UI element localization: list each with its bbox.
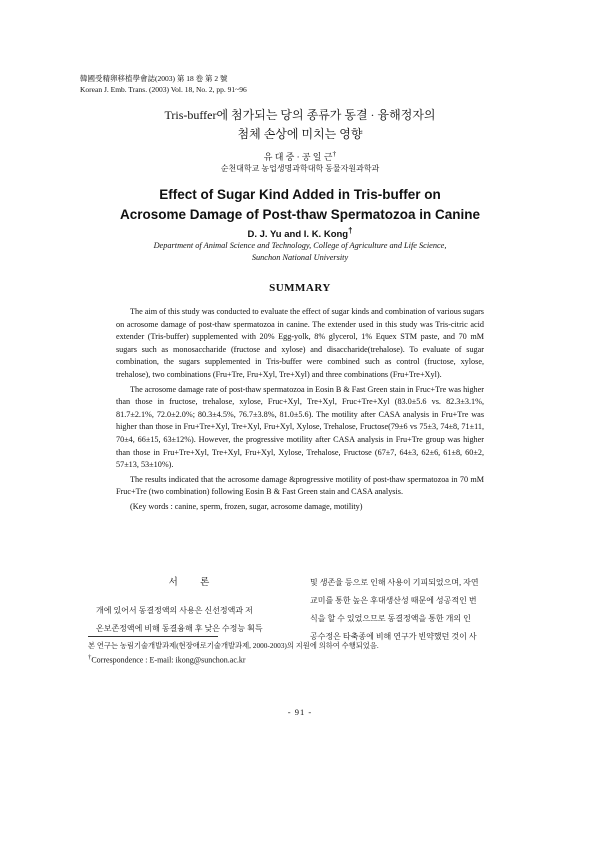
english-title xyxy=(0,185,600,225)
journal-header xyxy=(80,73,247,95)
summary-heading: SUMMARY xyxy=(269,282,331,294)
page-number: - 91 - xyxy=(287,707,313,717)
intro-left-column xyxy=(88,574,300,638)
correspondence-text: Correspondence : E-mail: ikong@sunchon.ac.kr xyxy=(91,655,246,665)
intro-right-line4: 공수정은 타축종에 비해 연구가 빈약했던 것이 사 xyxy=(310,632,477,641)
footnote-correspondence xyxy=(88,652,246,666)
summary-body xyxy=(116,306,484,516)
summary-paragraph-1: The aim of this study was conducted to evaluate the effect of sugar kinds and combination of various sugars on acrosome damage of post-thaw spermatozoa in canine. The extender used in this study was Tris-citric acid extender (Tris-buffer) supplemented with 20% Egg-yolk, 8% glycerol, 1% Equex STM paste, and 70 mM sugars such as monosaccharide (fructose and xylose) and disaccharide(trehalose). To evaluate of sugar combination, the sugars supplemented in Tris-buffer were combined such as control (fructose, xylose, trehalose), two combinations (Fru+Tre, Fru+Xyl, Tre+Xyl) and three combinations (Fru+Tre+Xyl). xyxy=(116,307,484,379)
korean-title-line2: 첨체 손상에 미치는 영향 xyxy=(237,127,363,141)
keywords: (Key words : canine, sperm, frozen, sugar, acrosome damage, motility) xyxy=(130,501,363,511)
journal-line-korean: 韓國受精卵移植學會誌(2003) 第 18 卷 第 2 號 xyxy=(80,74,228,83)
footnote-divider xyxy=(88,636,218,637)
english-affiliation-line2: Sunchon National University xyxy=(251,253,349,262)
english-author-names: D. J. Yu and I. K. Kong xyxy=(247,229,349,241)
footnote-funding: 본 연구는 농림기술개발과제(현장애로기술개발과제, 2000-2003)의 지원에 의하여 수행되었음. xyxy=(88,641,379,650)
intro-left-line2: 온보존정액에 비해 동결융해 후 낮은 수정능 획득 xyxy=(96,624,263,633)
intro-right-line1: 및 생존율 등으로 인해 사용이 기피되었으며, 자연 xyxy=(310,578,479,587)
intro-left-line1: 개에 있어서 동결정액의 사용은 신선정액과 저 xyxy=(96,606,253,615)
correspondence-mark: † xyxy=(88,654,92,661)
journal-line-english: Korean J. Emb. Trans. (2003) Vol. 18, No. 2, pp. 91~96 xyxy=(80,85,247,94)
intro-right-column xyxy=(310,574,522,646)
intro-right-line2: 교미를 통한 높은 후대생산성 때문에 성공적인 번 xyxy=(310,596,477,605)
english-author-mark: † xyxy=(348,226,353,235)
intro-right-line3: 식을 할 수 있었으므로 동결정액을 통한 개의 인 xyxy=(310,614,471,623)
korean-authors xyxy=(0,149,600,163)
english-title-line2: Acrosome Damage of Post-thaw Spermatozoa in Canine xyxy=(119,207,481,222)
english-affiliation-line1: Department of Animal Science and Technology, College of Agriculture and Life Science, xyxy=(153,241,447,250)
korean-title-line1: Tris-buffer에 첨가되는 당의 종류가 동결 · 융해정자의 xyxy=(164,108,436,122)
korean-author-names: 유 대 중 · 공 일 근 xyxy=(263,152,333,162)
english-authors xyxy=(0,226,600,240)
summary-paragraph-3: The results indicated that the acrosome damage &progressive motility of post-thaw spermatozoa in 70 mM Fruc+Tre (two combination) following Eosin B & Fast Green stain and CASA analysis. xyxy=(116,474,484,497)
summary-paragraph-2: The acrosome damage rate of post-thaw spermatozoa in Eosin B & Fast Green stain in Fruc+Tre was higher than those in fructose, trehalose, xylose, Fruc+Xyl, Tre+Xyl, Fruc+Tre+Xyl (83.0±5.6 vs. 82.3±3.1%, 81.7±2.1%, 72.0±2.0%; 80.3±4.5%, 76.7±3.8%, 81.0±5.6). The motility after CASA analysis in Fru+Tre was higher than those in Fru+Tre+Xyl, Tre+Xyl, Fru+Xyl, Xylose, Trehalose, Fructose(79±6 vs 75±3, 74±8, 71±11, 70±4, 66±15, 63±12%). However, the progressive motility after CASA analysis in Fru+Tre group was higher than those in Fru+Tre+Xyl, Tre+Xyl, Fru+Xyl, Xylose, Trehalose, Fructose (67±7, 64±3, 62±6, 61±8, 60±2, 57±13, 53±10%). xyxy=(116,384,484,470)
korean-title xyxy=(0,106,600,144)
korean-affiliation: 순천대학교 농업생명과학대학 동물자원과학과 xyxy=(220,164,380,173)
korean-author-mark: † xyxy=(332,149,337,158)
intro-heading: 서 론 xyxy=(168,578,220,588)
english-affiliation xyxy=(0,240,600,264)
english-title-line1: Effect of Sugar Kind Added in Tris-buffer on xyxy=(159,187,441,202)
